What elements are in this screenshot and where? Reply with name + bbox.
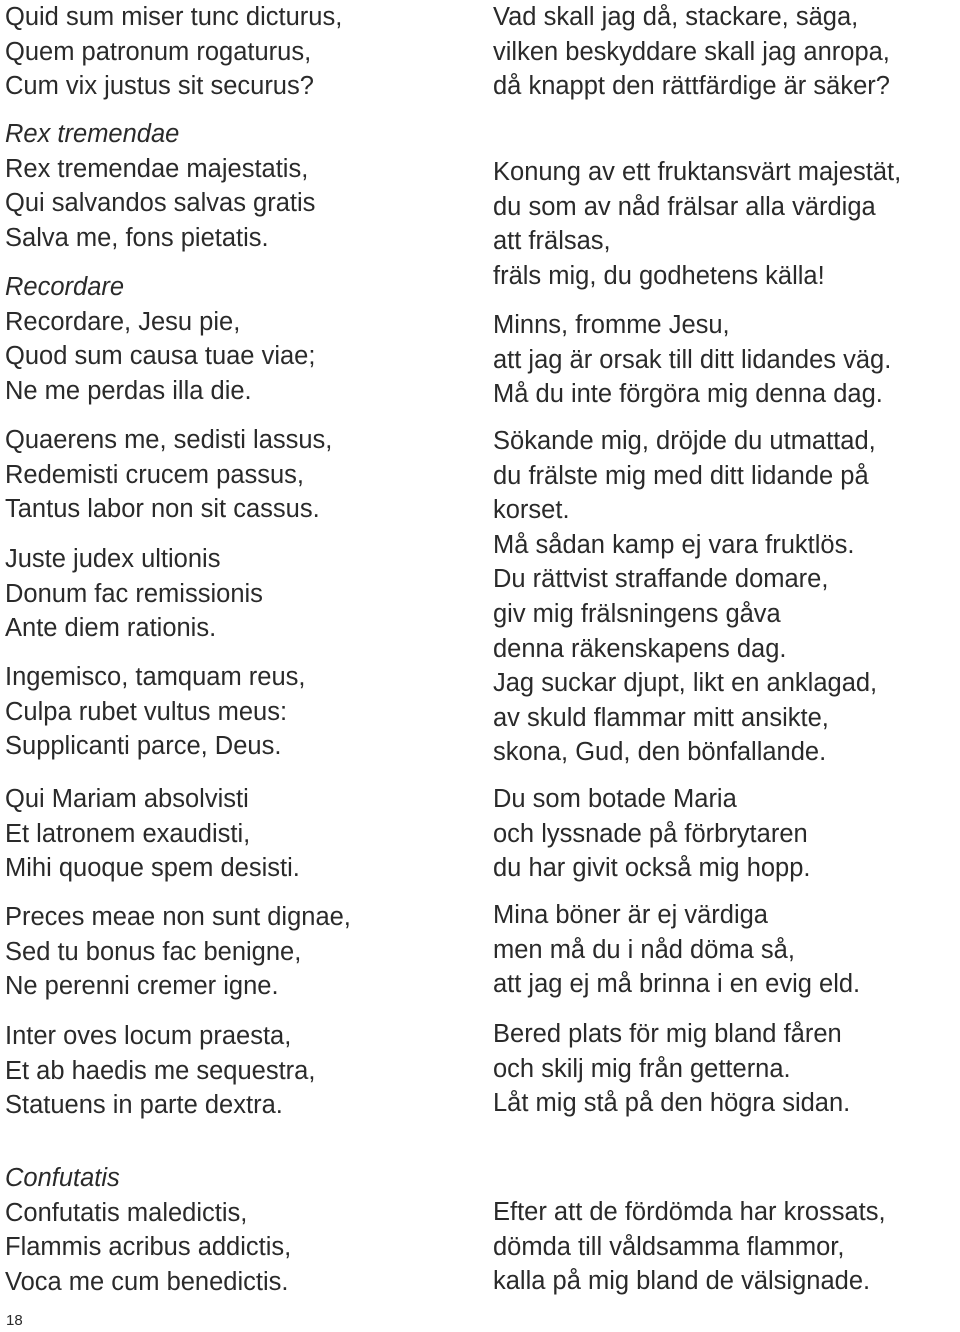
latin-line: Mihi quoque spem desisti. <box>5 854 300 883</box>
swedish-line: Mina böner är ej värdiga <box>493 901 768 929</box>
latin-stanza-10 <box>5 1161 291 1299</box>
latin-line: Ne perenni cremer igne. <box>5 972 279 1001</box>
latin-line: Qui Mariam absolvisti <box>5 785 249 813</box>
swedish-line: Vad skall jag då, stackare, säga, <box>493 3 859 31</box>
swedish-line: Du rättvist straffande domare, <box>493 565 829 594</box>
page-number: 18 <box>6 1312 23 1329</box>
swedish-line: du som av nåd frälsar alla värdiga <box>493 192 876 221</box>
swedish-line: denna räkenskapens dag. <box>493 634 787 663</box>
latin-line: Ingemisco, tamquam reus, <box>5 663 306 691</box>
latin-line: Salva me, fons pietatis. <box>5 223 269 252</box>
swedish-line: du frälste mig med ditt lidande på <box>493 461 869 490</box>
latin-line: Tantus labor non sit cassus. <box>5 495 320 524</box>
latin-line: Donum fac remissionis <box>5 579 263 608</box>
swedish-line: Minns, fromme Jesu, <box>493 311 730 339</box>
latin-line: Rex tremendae majestatis, <box>5 154 309 183</box>
latin-line: Et latronem exaudisti, <box>5 819 251 848</box>
latin-line: Voca me cum benedictis. <box>5 1267 289 1296</box>
section-heading: Rex tremendae <box>5 120 180 148</box>
swedish-line: Må sådan kamp ej vara fruktlös. <box>493 530 855 559</box>
swedish-stanza-2 <box>493 155 901 293</box>
swedish-line: skona, Gud, den bönfallande. <box>493 738 827 767</box>
swedish-stanza-8 <box>493 1195 886 1299</box>
latin-line: Ne me perdas illa die. <box>5 376 252 405</box>
latin-stanza-6 <box>5 660 305 764</box>
latin-line: Cum vix justus sit securus? <box>5 72 314 101</box>
section-heading: Recordare <box>5 273 125 301</box>
swedish-line: vilken beskyddare skall jag anropa, <box>493 37 890 66</box>
swedish-line: fräls mig, du godhetens källa! <box>493 261 825 290</box>
latin-stanza-2 <box>5 117 315 255</box>
swedish-line: Må du inte förgöra mig denna dag. <box>493 380 883 409</box>
latin-stanza-9 <box>5 1019 315 1123</box>
latin-line: Supplicanti parce, Deus. <box>5 732 282 761</box>
latin-line: Et ab haedis me sequestra, <box>5 1056 316 1085</box>
latin-line: Preces meae non sunt dignae, <box>5 903 351 931</box>
swedish-stanza-7 <box>493 1017 850 1121</box>
latin-stanza-7 <box>5 782 300 886</box>
swedish-line: giv mig frälsningens gåva <box>493 599 781 628</box>
swedish-line: du har givit också mig hopp. <box>493 854 811 883</box>
latin-line: Qui salvandos salvas gratis <box>5 189 316 218</box>
latin-stanza-5 <box>5 542 263 646</box>
latin-line: Flammis acribus addictis, <box>5 1233 292 1262</box>
swedish-line: men må du i nåd döma så, <box>493 935 795 964</box>
latin-line: Culpa rubet vultus meus: <box>5 697 288 726</box>
swedish-line: Du som botade Maria <box>493 785 737 813</box>
latin-line: Quem patronum rogaturus, <box>5 37 312 66</box>
swedish-line: och skilj mig från getterna. <box>493 1054 791 1083</box>
swedish-line: då knappt den rättfärdige är säker? <box>493 72 890 101</box>
latin-stanza-1 <box>5 0 342 104</box>
latin-line: Juste judex ultionis <box>5 545 221 573</box>
latin-line: Ante diem rationis. <box>5 614 217 643</box>
section-heading: Confutatis <box>5 1164 120 1192</box>
swedish-line: Sökande mig, dröjde du utmattad, <box>493 427 876 455</box>
latin-stanza-8 <box>5 900 351 1004</box>
swedish-stanza-6 <box>493 898 860 1002</box>
swedish-line: av skuld flammar mitt ansikte, <box>493 703 829 732</box>
swedish-line: korset. <box>493 496 570 525</box>
swedish-line: Efter att de fördömda har krossats, <box>493 1198 886 1226</box>
latin-line: Quid sum miser tunc dicturus, <box>5 3 343 31</box>
swedish-stanza-4 <box>493 424 877 770</box>
swedish-line: och lyssnade på förbrytaren <box>493 819 808 848</box>
swedish-line: dömda till våldsamma flammor, <box>493 1232 845 1261</box>
swedish-line: kalla på mig bland de välsignade. <box>493 1267 871 1296</box>
swedish-line: att frälsas, <box>493 227 611 256</box>
swedish-line: Bered plats för mig bland fåren <box>493 1020 842 1048</box>
latin-line: Quod sum causa tuae viae; <box>5 342 316 371</box>
latin-stanza-4 <box>5 423 332 527</box>
swedish-line: att jag ej må brinna i en evig eld. <box>493 970 861 999</box>
latin-line: Redemisti crucem passus, <box>5 460 305 489</box>
latin-line: Confutatis maledictis, <box>5 1198 248 1227</box>
swedish-line: att jag är orsak till ditt lidandes väg. <box>493 345 892 374</box>
latin-line: Sed tu bonus fac benigne, <box>5 937 302 966</box>
latin-line: Inter oves locum praesta, <box>5 1022 292 1050</box>
swedish-stanza-5 <box>493 782 811 886</box>
latin-stanza-3 <box>5 270 315 408</box>
swedish-stanza-1 <box>493 0 890 104</box>
swedish-stanza-3 <box>493 308 891 412</box>
latin-line: Recordare, Jesu pie, <box>5 307 241 336</box>
swedish-line: Konung av ett fruktansvärt majestät, <box>493 158 902 186</box>
latin-line: Quaerens me, sedisti lassus, <box>5 426 333 454</box>
swedish-line: Låt mig stå på den högra sidan. <box>493 1089 851 1118</box>
swedish-line: Jag suckar djupt, likt en anklagad, <box>493 669 878 698</box>
latin-line: Statuens in parte dextra. <box>5 1091 283 1120</box>
